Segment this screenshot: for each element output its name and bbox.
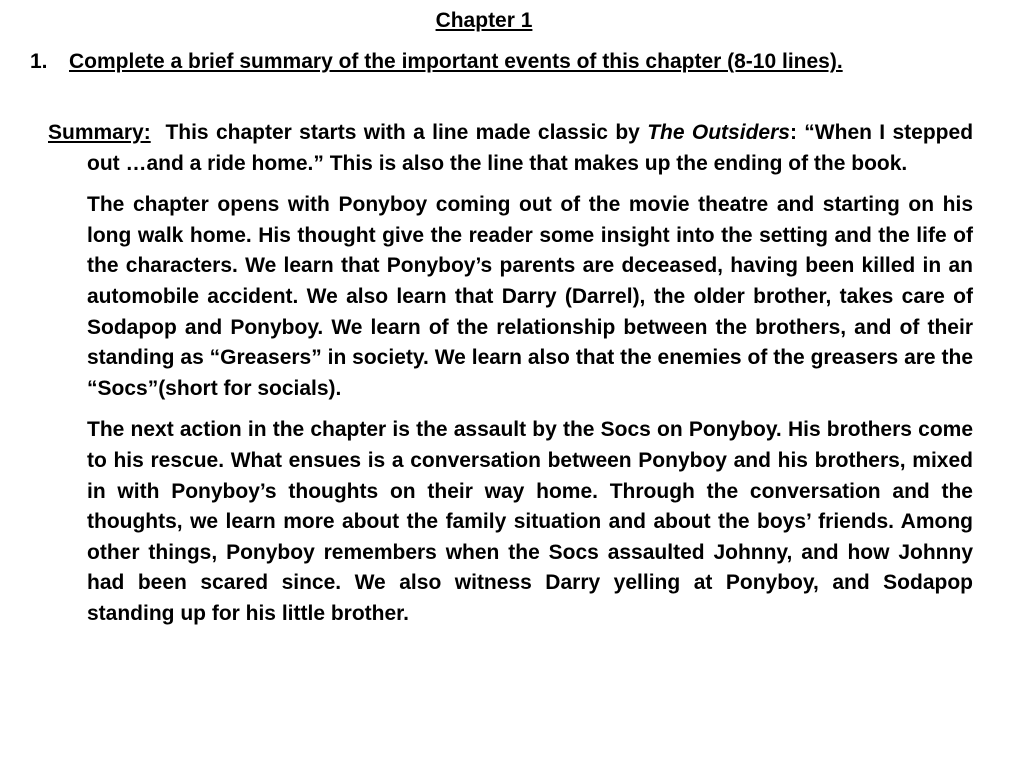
- question-number: 1.: [30, 50, 48, 73]
- question-item: [30, 47, 940, 76]
- summary-label: Summary:: [48, 121, 151, 144]
- chapter-title: Chapter 1: [435, 9, 533, 32]
- question-text: Complete a brief summary of the important events of this chapter (8-10 lines).: [69, 50, 843, 73]
- summary-paragraph-1: [48, 118, 973, 179]
- book-title: The Outsiders: [647, 121, 790, 144]
- summary-paragraph-3: The next action in the chapter is the assault by the Socs on Ponyboy. His brothers come to his rescue. What ensues is a conversation between Ponyboy and his brothers, mixed in with Ponyboy’s thoughts on their way home. Through the conversation and the thoughts, we learn more about the family situation and about the boys’ friends. Among other things, Ponyboy remembers when the Socs assaulted Johnny, and how Johnny had been scared since. We also witness Darry yelling at Ponyboy, and Sodapop standing up for his little brother.: [87, 418, 973, 625]
- summary-p1-before: This chapter starts with a line made classic by: [165, 121, 640, 144]
- summary-p1-after: : “When I stepped out …and a ride home.” This is also the line that makes up the ending of the book.: [87, 121, 974, 175]
- summary-section: [48, 118, 973, 630]
- summary-paragraph-2: The chapter opens with Ponyboy coming out of the movie theatre and starting on his long walk home. His thought give the reader some insight into the setting and the life of the characters. We learn that Ponyboy’s parents are deceased, having been killed in an automobile accident. We also learn that Darry (Darrel), the older brother, takes care of Sodapop and Ponyboy. We learn of the relationship between the brothers, and of their standing as “Greasers” in society. We learn also that the enemies of the greasers are the “Socs”(short for socials).: [87, 193, 973, 400]
